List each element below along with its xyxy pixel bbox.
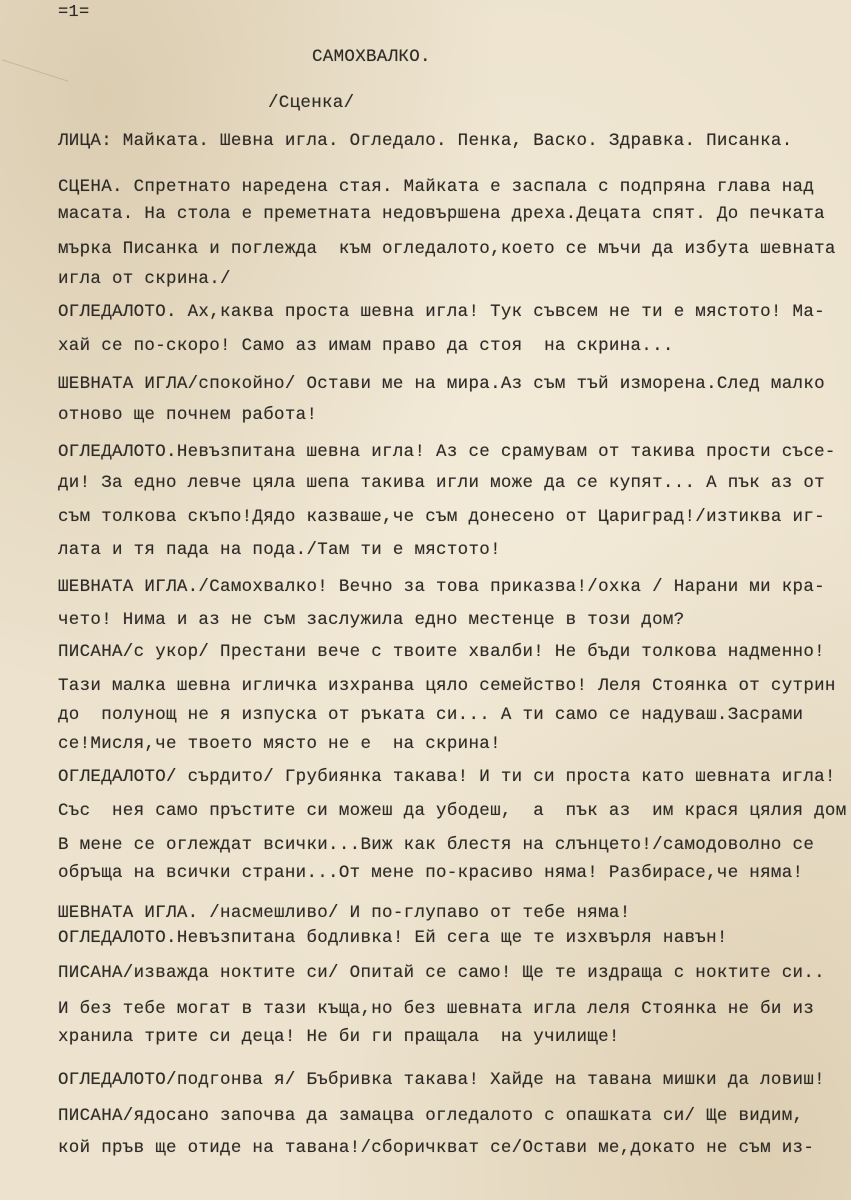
text-line: ШЕВНАТА ИГЛА/спокойно/ Остави ме на мира.Аз съм тъй изморена.След малко <box>58 374 825 394</box>
text-line: ЛИЦА: Майката. Шевна игла. Огледало. Пенка, Васко. Здравка. Писанка. <box>58 131 793 151</box>
text-line: ОГЛЕДАЛОТО.Невъзпитана шевна игла! Аз се срамувам от такива прости съсе- <box>58 442 836 462</box>
text-line: хай се по-скоро! Само аз имам право да стоя на скрина... <box>58 336 674 356</box>
text-line: ОГЛЕДАЛОТО. Ах,каква проста шевна игла! Тук съвсем не ти е мястото! Ма- <box>58 302 825 322</box>
document-title: САМОХВАЛКО. <box>312 47 431 67</box>
text-line: ПИСАНА/изважда ноктите си/ Опитай се само! Ще те издраща с ноктите си.. <box>58 963 825 983</box>
text-line: хранила трите си деца! Не би ги пращала на училище! <box>58 1027 620 1047</box>
text-line: се!Мисля,че твоето място не е на скрина! <box>58 734 501 754</box>
text-line: игла от скрина./ <box>58 269 231 289</box>
text-line: мърка Писанка и поглежда към огледалото,което се мъчи да избута шевната <box>58 239 836 259</box>
paper-crease <box>2 59 69 82</box>
text-line: ПИСАНА/ядосано започва да замацва огледалото с опашката си/ Ще видим, <box>58 1106 804 1126</box>
text-line: чето! Нима и аз не съм заслужила едно местенце в този дом? <box>58 610 685 630</box>
text-line: ШЕВНАТА ИГЛА./Самохвалко! Вечно за това приказва!/охка / Нарани ми кра- <box>58 577 825 597</box>
text-line: Тази малка шевна игличка изхранва цяло семейство! Леля Стоянка от сутрин <box>58 676 836 696</box>
text-line: до полунощ не я изпуска от ръката си... А ти само се надуваш.Засрами <box>58 705 804 725</box>
text-line: ОГЛЕДАЛОТО/подгонва я/ Бъбривка такава! Хайде на тавана мишки да ловиш! <box>58 1070 825 1090</box>
text-line: лата и тя пада на пода./Там ти е мястото! <box>58 540 501 560</box>
text-line: масата. На стола е преметната недовършена дреха.Децата спят. До печката <box>58 204 825 224</box>
text-line: ОГЛЕДАЛОТО/ сърдито/ Грубиянка такава! И ти си проста като шевната игла! <box>58 767 836 787</box>
text-line: съм толкова скъпо!Дядо казваше,че съм донесено от Цариград!/изтиква иг- <box>58 507 825 527</box>
text-line: И без тебе могат в тази къща,но без шевната игла леля Стоянка не би из <box>58 999 815 1019</box>
text-line: кой пръв ще отиде на тавана!/сборичкват се/Остави ме,докато не съм из- <box>58 1138 815 1158</box>
text-line: Със нея само пръстите си можеш да убодеш, а пък аз им крася цялия дом <box>58 801 847 821</box>
text-line: ШЕВНАТА ИГЛА. /насмешливо/ И по-глупаво от тебе няма! <box>58 903 631 923</box>
text-line: ОГЛЕДАЛОТО.Невъзпитана бодливка! Ей сега ще те изхвърля навън! <box>58 928 728 948</box>
text-line: ди! За едно левче цяла шепа такива игли може да се купят... А пък аз от <box>58 473 825 493</box>
text-line: обръща на всички страни...От мене по-красиво няма! Разбирасе,че няма! <box>58 863 804 883</box>
text-line: ПИСАНА/с укор/ Престани вече с твоите хвалби! Не бъди толкова надменно! <box>58 642 825 662</box>
text-line: В мене се оглеждат всички...Виж как блестя на слънцето!/самодоволно се <box>58 835 815 855</box>
page-number: =1= <box>58 3 90 22</box>
document-subtitle: /Сценка/ <box>268 93 355 113</box>
text-line: СЦЕНА. Спретнато наредена стая. Майката е заспала с подпряна глава над <box>58 177 815 197</box>
text-line: отново ще почнем работа! <box>58 405 318 425</box>
